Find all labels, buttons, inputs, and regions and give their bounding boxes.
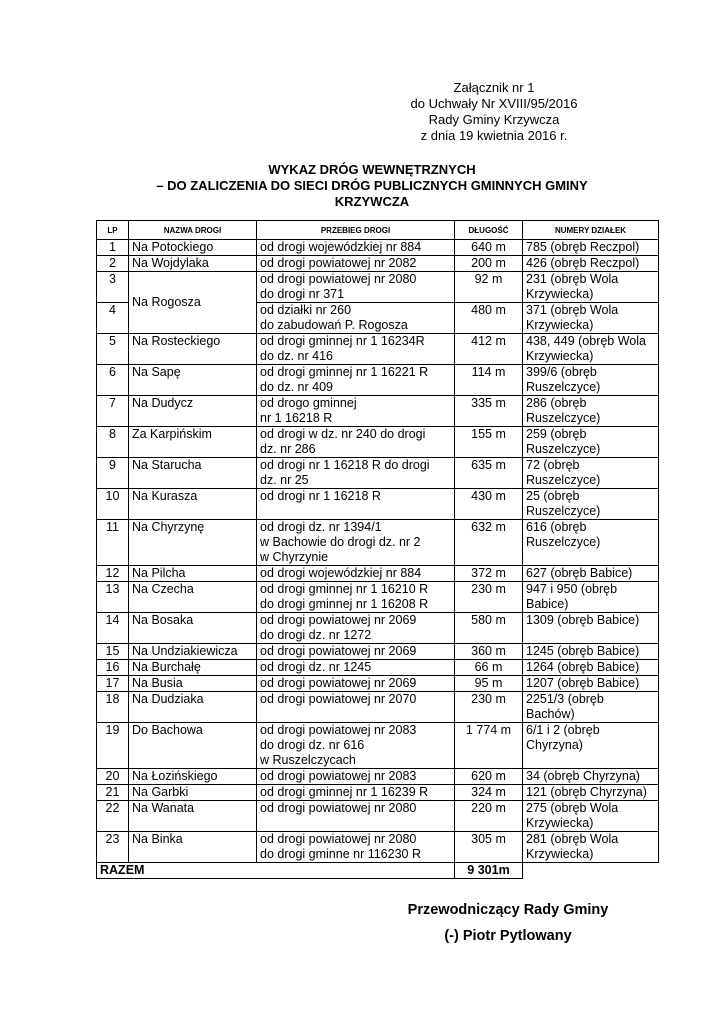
- council-line: Rady Gminy Krzywcza: [428, 112, 560, 127]
- cell-line: 785 (obręb Reczpol): [526, 240, 640, 254]
- cell-line: w Chyrzynie: [260, 550, 329, 564]
- header-lp: LP: [97, 221, 129, 240]
- cell-length: 430 m: [455, 489, 523, 520]
- cell-line: nr 1 16218 R: [260, 411, 333, 425]
- table-row: [97, 566, 659, 582]
- cell-road-name: Na Pilcha: [129, 566, 257, 582]
- cell-plots: [523, 256, 659, 272]
- cell-length: 632 m: [455, 520, 523, 566]
- cell-line: od drogi gminnej nr 1 16221 R: [260, 365, 429, 379]
- cell-line: w Ruszelczycach: [260, 753, 356, 767]
- cell-plots: [523, 801, 659, 832]
- cell-road-name: Na Rogosza: [129, 272, 257, 334]
- table-row: [97, 520, 659, 566]
- cell-road-name: Na Wojdylaka: [129, 256, 257, 272]
- cell-line: dz. nr 25: [260, 473, 309, 487]
- cell-route: [257, 582, 455, 613]
- cell-line: od drogi gminnej nr 1 16239 R: [260, 785, 429, 799]
- cell-length: 92 m: [455, 272, 523, 303]
- cell-line: do dz. nr 409: [260, 380, 333, 394]
- cell-line: do drogi dz. nr 616: [260, 738, 365, 752]
- cell-line: od drogi dz. nr 1394/1: [260, 520, 382, 534]
- cell-line: od drogi powiatowej nr 2070: [260, 692, 417, 706]
- cell-route: [257, 272, 455, 303]
- table-row: [97, 256, 659, 272]
- cell-route: [257, 660, 455, 676]
- table-row: [97, 334, 659, 365]
- table-row: [97, 240, 659, 256]
- cell-line: Krzywiecka): [526, 349, 594, 363]
- cell-road-name: Na Starucha: [129, 458, 257, 489]
- cell-line: 231 (obręb Wola: [526, 272, 619, 286]
- cell-route: [257, 240, 455, 256]
- cell-route: [257, 566, 455, 582]
- cell-lp: 13: [97, 582, 129, 613]
- cell-plots: [523, 769, 659, 785]
- cell-line: do drogi gminne nr 116230 R: [260, 847, 421, 861]
- signature-title: Przewodniczący Rady Gminy: [407, 902, 609, 918]
- cell-road-name: Na Binka: [129, 832, 257, 863]
- table-row: [97, 489, 659, 520]
- cell-route: [257, 613, 455, 644]
- cell-line: 275 (obręb Wola: [526, 801, 619, 815]
- cell-line: 286 (obręb: [526, 396, 587, 410]
- table-row: [97, 396, 659, 427]
- cell-route: [257, 256, 455, 272]
- cell-lp: 10: [97, 489, 129, 520]
- cell-plots: [523, 566, 659, 582]
- cell-length: 580 m: [455, 613, 523, 644]
- cell-line: Ruszelczyce): [526, 442, 601, 456]
- cell-road-name: Na Kurasza: [129, 489, 257, 520]
- cell-plots: [523, 303, 659, 334]
- cell-line: od drogi powiatowej nr 2069: [260, 613, 417, 627]
- cell-line: Krzywiecka): [526, 287, 594, 301]
- cell-length: 335 m: [455, 396, 523, 427]
- cell-length: 200 m: [455, 256, 523, 272]
- table-row: [97, 365, 659, 396]
- total-row: [97, 863, 659, 879]
- cell-route: [257, 489, 455, 520]
- cell-line: do zabudowań P. Rogosza: [260, 318, 408, 332]
- cell-route: [257, 644, 455, 660]
- cell-line: od drogi powiatowej nr 2080: [260, 832, 417, 846]
- cell-length: 360 m: [455, 644, 523, 660]
- cell-plots: [523, 832, 659, 863]
- cell-line: Ruszelczyce): [526, 504, 601, 518]
- cell-lp: 20: [97, 769, 129, 785]
- document-heading: [90, 162, 654, 210]
- cell-route: [257, 303, 455, 334]
- header-road-name: NAZWA DROGI: [129, 221, 257, 240]
- cell-lp: 8: [97, 427, 129, 458]
- cell-line: 2251/3 (obręb: [526, 692, 604, 706]
- cell-line: Chyrzyna): [526, 738, 583, 752]
- table-body: [97, 240, 659, 863]
- cell-line: od drogi wojewódzkiej nr 884: [260, 240, 422, 254]
- cell-route: [257, 832, 455, 863]
- cell-line: 426 (obręb Reczpol): [526, 256, 640, 270]
- table-header-row: [97, 221, 659, 240]
- cell-plots: [523, 692, 659, 723]
- cell-route: [257, 334, 455, 365]
- cell-road-name: Na Sapę: [129, 365, 257, 396]
- cell-line: 371 (obręb Wola: [526, 303, 619, 317]
- cell-lp: 19: [97, 723, 129, 769]
- cell-route: [257, 692, 455, 723]
- cell-plots: [523, 520, 659, 566]
- cell-road-name: Na Rosteckiego: [129, 334, 257, 365]
- cell-road-name: Na Potockiego: [129, 240, 257, 256]
- cell-road-name: Na Garbki: [129, 785, 257, 801]
- table-row: [97, 427, 659, 458]
- heading-line-1: WYKAZ DRÓG WEWNĘTRZNYCH: [268, 162, 476, 177]
- cell-line: do drogi dz. nr 1272: [260, 628, 372, 642]
- cell-plots: [523, 458, 659, 489]
- cell-road-name: Na Dudziaka: [129, 692, 257, 723]
- cell-lp: 7: [97, 396, 129, 427]
- cell-road-name: Na Chyrzynę: [129, 520, 257, 566]
- cell-line: od drogi gminnej nr 1 16210 R: [260, 582, 429, 596]
- cell-line: od drogi w dz. nr 240 do drogi: [260, 427, 426, 441]
- cell-route: [257, 785, 455, 801]
- cell-route: [257, 365, 455, 396]
- cell-plots: [523, 489, 659, 520]
- cell-line: 627 (obręb Babice): [526, 566, 633, 580]
- date-line: z dnia 19 kwietnia 2016 r.: [420, 128, 568, 143]
- header-length: DŁUGOŚĆ: [455, 221, 523, 240]
- cell-line: od drogi nr 1 16218 R do drogi: [260, 458, 430, 472]
- cell-length: 635 m: [455, 458, 523, 489]
- cell-road-name: Za Karpińskim: [129, 427, 257, 458]
- cell-line: od działki nr 260: [260, 303, 352, 317]
- cell-lp: 4: [97, 303, 129, 334]
- attachment-block: [380, 80, 608, 144]
- cell-lp: 11: [97, 520, 129, 566]
- table-row: [97, 272, 659, 303]
- cell-lp: 9: [97, 458, 129, 489]
- cell-line: Krzywiecka): [526, 816, 594, 830]
- cell-line: od drogi wojewódzkiej nr 884: [260, 566, 422, 580]
- cell-lp: 5: [97, 334, 129, 365]
- cell-line: od drogi powiatowej nr 2083: [260, 723, 417, 737]
- heading-line-3: KRZYWCZA: [334, 194, 410, 209]
- cell-line: Krzywiecka): [526, 318, 594, 332]
- cell-lp: 1: [97, 240, 129, 256]
- cell-road-name: Na Dudycz: [129, 396, 257, 427]
- table-row: [97, 660, 659, 676]
- cell-lp: 23: [97, 832, 129, 863]
- cell-line: 6/1 i 2 (obręb: [526, 723, 600, 737]
- cell-line: od drogi powiatowej nr 2069: [260, 644, 417, 658]
- cell-length: 66 m: [455, 660, 523, 676]
- cell-line: Ruszelczyce): [526, 473, 601, 487]
- cell-lp: 16: [97, 660, 129, 676]
- cell-line: od drogi nr 1 16218 R: [260, 489, 381, 503]
- cell-line: Krzywiecka): [526, 847, 594, 861]
- cell-line: 34 (obręb Chyrzyna): [526, 769, 640, 783]
- total-value: 9 301m: [455, 863, 523, 879]
- cell-plots: [523, 582, 659, 613]
- cell-line: 121 (obręb Chyrzyna): [526, 785, 647, 799]
- cell-lp: 15: [97, 644, 129, 660]
- table-row: [97, 801, 659, 832]
- cell-route: [257, 723, 455, 769]
- cell-route: [257, 520, 455, 566]
- cell-plots: [523, 272, 659, 303]
- cell-length: 230 m: [455, 692, 523, 723]
- roads-table: [96, 220, 659, 879]
- cell-route: [257, 396, 455, 427]
- cell-plots: [523, 676, 659, 692]
- cell-road-name: Na Burchałę: [129, 660, 257, 676]
- cell-length: 620 m: [455, 769, 523, 785]
- cell-lp: 14: [97, 613, 129, 644]
- cell-length: 1 774 m: [455, 723, 523, 769]
- cell-length: 305 m: [455, 832, 523, 863]
- cell-line: od drogi powiatowej nr 2080: [260, 801, 417, 815]
- heading-line-2: – DO ZALICZENIA DO SIECI DRÓG PUBLICZNYCH GMINNYCH GMINY: [156, 178, 588, 193]
- table-row: [97, 723, 659, 769]
- resolution-line: do Uchwały Nr XVIII/95/2016: [410, 96, 578, 111]
- header-route: PRZEBIEG DROGI: [257, 221, 455, 240]
- cell-lp: 2: [97, 256, 129, 272]
- cell-plots: [523, 396, 659, 427]
- signature-name: (-) Piotr Pytlowany: [444, 928, 572, 944]
- cell-line: 1207 (obręb Babice): [526, 676, 640, 690]
- cell-road-name: Na Wanata: [129, 801, 257, 832]
- table-row: [97, 644, 659, 660]
- cell-route: [257, 769, 455, 785]
- cell-line: 1309 (obręb Babice): [526, 613, 640, 627]
- table-row: [97, 582, 659, 613]
- cell-line: do dz. nr 416: [260, 349, 333, 363]
- cell-lp: 18: [97, 692, 129, 723]
- cell-route: [257, 676, 455, 692]
- cell-road-name: Na Busia: [129, 676, 257, 692]
- cell-length: 220 m: [455, 801, 523, 832]
- cell-length: 412 m: [455, 334, 523, 365]
- cell-route: [257, 458, 455, 489]
- cell-line: dz. nr 286: [260, 442, 316, 456]
- cell-line: od drogi powiatowej nr 2080: [260, 272, 417, 286]
- attachment-line: Załącznik nr 1: [453, 80, 535, 95]
- cell-length: 114 m: [455, 365, 523, 396]
- header-plots: NUMERY DZIAŁEK: [523, 221, 659, 240]
- table-row: [97, 692, 659, 723]
- cell-road-name: Na Bosaka: [129, 613, 257, 644]
- cell-road-name: Na Łozińskiego: [129, 769, 257, 785]
- cell-lp: 6: [97, 365, 129, 396]
- cell-lp: 21: [97, 785, 129, 801]
- table-row: [97, 832, 659, 863]
- cell-line: 72 (obręb: [526, 458, 580, 472]
- cell-length: 372 m: [455, 566, 523, 582]
- cell-plots: [523, 660, 659, 676]
- cell-plots: [523, 785, 659, 801]
- cell-line: Ruszelczyce): [526, 411, 601, 425]
- cell-road-name: Do Bachowa: [129, 723, 257, 769]
- cell-line: od drogi powiatowej nr 2083: [260, 769, 417, 783]
- cell-line: Ruszelczyce): [526, 535, 601, 549]
- table-row: [97, 769, 659, 785]
- cell-plots: [523, 644, 659, 660]
- cell-length: 480 m: [455, 303, 523, 334]
- cell-line: 616 (obręb: [526, 520, 587, 534]
- cell-line: 1245 (obręb Babice): [526, 644, 640, 658]
- cell-lp: 3: [97, 272, 129, 303]
- cell-line: 438, 449 (obręb Wola: [526, 334, 646, 348]
- cell-plots: [523, 427, 659, 458]
- cell-route: [257, 801, 455, 832]
- cell-line: od drogo gminnej: [260, 396, 357, 410]
- cell-line: 399/6 (obręb: [526, 365, 597, 379]
- total-label: RAZEM: [97, 863, 455, 879]
- cell-line: 25 (obręb: [526, 489, 580, 503]
- cell-lp: 22: [97, 801, 129, 832]
- total-empty: [523, 863, 659, 879]
- cell-line: Babice): [526, 597, 569, 611]
- cell-line: od drogi powiatowej nr 2069: [260, 676, 417, 690]
- cell-length: 230 m: [455, 582, 523, 613]
- cell-line: od drogi gminnej nr 1 16234R: [260, 334, 425, 348]
- cell-road-name: Na Czecha: [129, 582, 257, 613]
- cell-lp: 17: [97, 676, 129, 692]
- cell-line: w Bachowie do drogi dz. nr 2: [260, 535, 421, 549]
- cell-plots: [523, 723, 659, 769]
- cell-length: 155 m: [455, 427, 523, 458]
- cell-length: 640 m: [455, 240, 523, 256]
- cell-plots: [523, 613, 659, 644]
- cell-plots: [523, 334, 659, 365]
- cell-line: Bachów): [526, 707, 575, 721]
- cell-line: 281 (obręb Wola: [526, 832, 619, 846]
- cell-road-name: Na Undziakiewicza: [129, 644, 257, 660]
- cell-length: 324 m: [455, 785, 523, 801]
- cell-route: [257, 427, 455, 458]
- cell-line: 947 i 950 (obręb: [526, 582, 618, 596]
- cell-lp: 12: [97, 566, 129, 582]
- cell-plots: [523, 240, 659, 256]
- cell-line: Ruszelczyce): [526, 380, 601, 394]
- cell-plots: [523, 365, 659, 396]
- cell-line: 1264 (obręb Babice): [526, 660, 640, 674]
- table-row: [97, 676, 659, 692]
- cell-line: do drogi gminnej nr 1 16208 R: [260, 597, 429, 611]
- cell-line: 259 (obręb: [526, 427, 587, 441]
- table-row: [97, 458, 659, 489]
- table-row: [97, 785, 659, 801]
- cell-length: 95 m: [455, 676, 523, 692]
- cell-line: od drogi powiatowej nr 2082: [260, 256, 417, 270]
- cell-line: do drogi nr 371: [260, 287, 345, 301]
- cell-line: od drogi dz. nr 1245: [260, 660, 372, 674]
- table-row: [97, 613, 659, 644]
